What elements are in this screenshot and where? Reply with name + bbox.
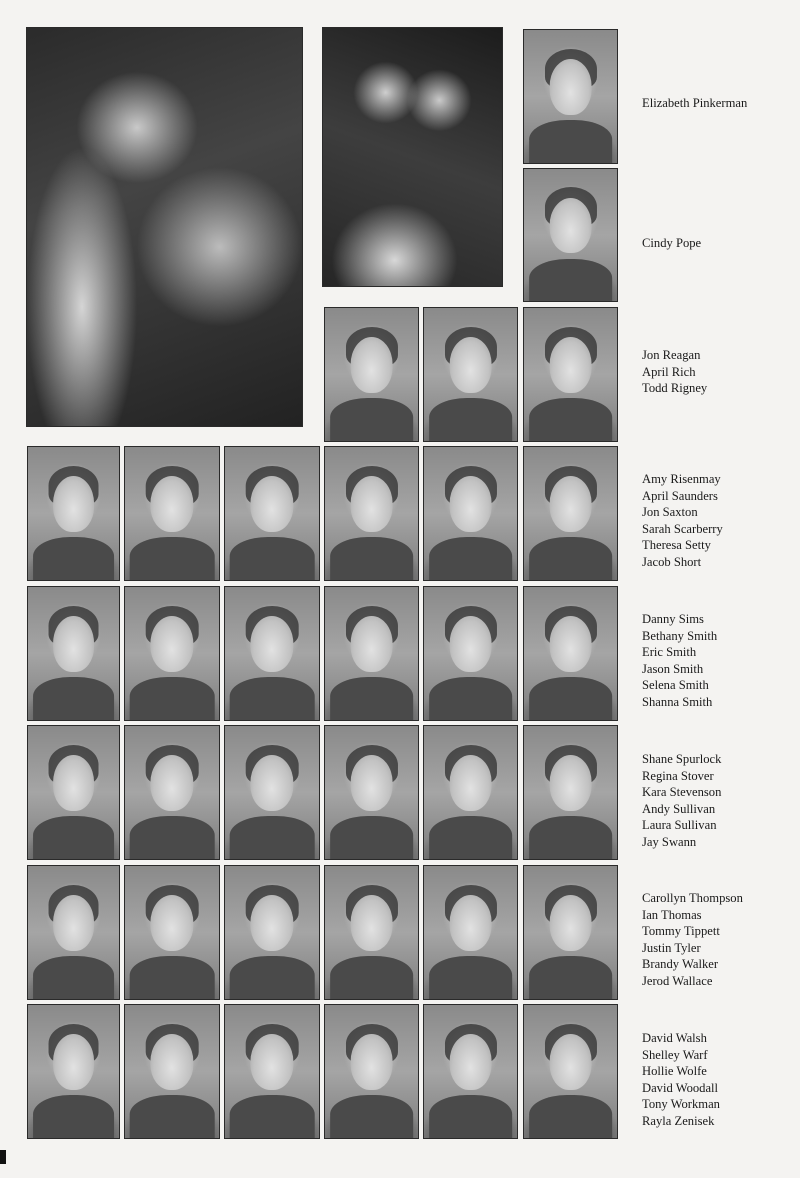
portrait-shanna-smith (523, 586, 618, 721)
portrait-sarah-scarberry (324, 446, 419, 581)
student-name: David Woodall (642, 1080, 719, 1095)
candid-photo-audience (322, 27, 503, 287)
student-name: Regina Stover (642, 768, 714, 783)
caption-group-3 (642, 347, 707, 397)
student-name: Selena Smith (642, 678, 709, 693)
student-name: April Rich (642, 364, 696, 379)
student-name: Justin Tyler (642, 940, 701, 955)
student-name: Eric Smith (642, 645, 697, 660)
student-name: Amy Risenmay (642, 472, 721, 486)
caption-group-5 (642, 611, 717, 711)
caption-group-8 (642, 1030, 720, 1130)
portrait-april-saunders (124, 446, 220, 581)
portrait-jay-swann (523, 725, 618, 860)
student-name: Shane Spurlock (642, 752, 722, 766)
caption-group-7 (642, 890, 743, 990)
student-name: Sarah Scarberry (642, 521, 723, 536)
student-name: Elizabeth Pinkerman (642, 96, 748, 110)
student-name: Brandy Walker (642, 957, 719, 972)
student-name: Danny Sims (642, 612, 704, 626)
student-name: Jason Smith (642, 661, 704, 676)
student-name: Bethany Smith (642, 628, 718, 643)
student-name: Jon Saxton (642, 505, 698, 520)
portrait-selena-smith (423, 586, 518, 721)
portrait-jerod-wallace (523, 865, 618, 1000)
portrait-kara-stevenson (224, 725, 320, 860)
student-name: Jerod Wallace (642, 973, 713, 988)
candid-photo-microphone (26, 27, 303, 427)
student-name: Carollyn Thompson (642, 891, 743, 905)
portrait-ian-thomas (124, 865, 220, 1000)
student-name: Andy Sullivan (642, 801, 716, 816)
portrait-todd-rigney (523, 307, 618, 442)
caption-group-1 (642, 95, 747, 112)
portrait-david-woodall (324, 1004, 419, 1139)
student-name: Ian Thomas (642, 907, 702, 922)
portrait-april-rich (423, 307, 518, 442)
portrait-jason-smith (324, 586, 419, 721)
portrait-tony-workman (423, 1004, 518, 1139)
portrait-shane-spurlock (27, 725, 120, 860)
binding-edge-mark (0, 1150, 6, 1164)
portrait-bethany-smith (124, 586, 220, 721)
portrait-amy-risenmay (27, 446, 120, 581)
portrait-jon-saxton (224, 446, 320, 581)
caption-group-2 (642, 235, 701, 252)
caption-group-4 (642, 471, 723, 571)
portrait-shelley-warf (124, 1004, 220, 1139)
student-name: Tommy Tippett (642, 924, 720, 939)
portrait-eric-smith (224, 586, 320, 721)
portrait-hollie-wolfe (224, 1004, 320, 1139)
student-name: Kara Stevenson (642, 785, 722, 800)
student-name: Todd Rigney (642, 381, 708, 396)
portrait-brandy-walker (423, 865, 518, 1000)
caption-group-6 (642, 751, 721, 851)
student-name: Shelley Warf (642, 1047, 708, 1062)
portrait-david-walsh (27, 1004, 120, 1139)
portrait-jacob-short (523, 446, 618, 581)
portrait-jon-reagan (324, 307, 419, 442)
portrait-cindy-pope (523, 168, 618, 302)
student-name: Cindy Pope (642, 236, 702, 250)
portrait-danny-sims (27, 586, 120, 721)
student-name: Hollie Wolfe (642, 1064, 707, 1079)
student-name: Theresa Setty (642, 538, 711, 553)
portrait-justin-tyler (324, 865, 419, 1000)
student-name: Jay Swann (642, 834, 697, 849)
portrait-laura-sullivan (423, 725, 518, 860)
student-name: Jacob Short (642, 554, 702, 569)
portrait-theresa-setty (423, 446, 518, 581)
portrait-tommy-tippett (224, 865, 320, 1000)
student-name: Rayla Zenisek (642, 1113, 715, 1128)
portrait-regina-stover (124, 725, 220, 860)
portrait-andy-sullivan (324, 725, 419, 860)
student-name: April Saunders (642, 488, 718, 503)
student-name: Shanna Smith (642, 694, 713, 709)
student-name: Laura Sullivan (642, 818, 717, 833)
student-name: David Walsh (642, 1031, 707, 1045)
student-name: Jon Reagan (642, 348, 701, 362)
student-name: Tony Workman (642, 1097, 720, 1112)
portrait-elizabeth-pinkerman (523, 29, 618, 164)
portrait-rayla-zenisek (523, 1004, 618, 1139)
portrait-carollyn-thompson (27, 865, 120, 1000)
